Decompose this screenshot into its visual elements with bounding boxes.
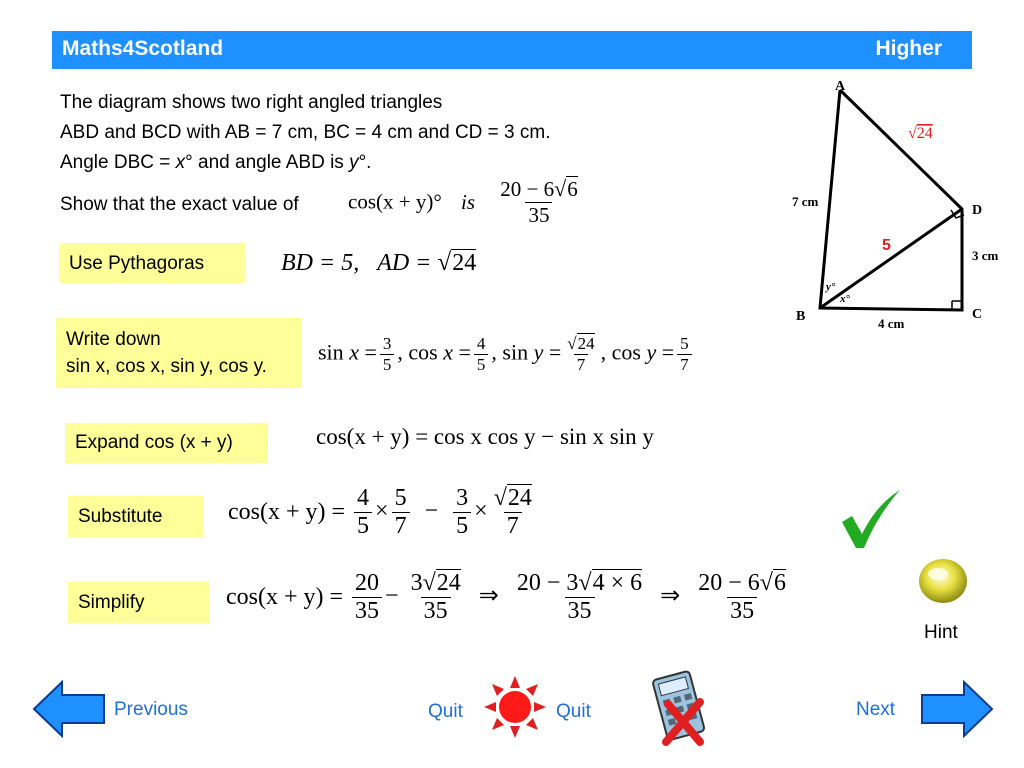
triangle-outline [820, 90, 962, 310]
label-ad: √24 [908, 125, 933, 142]
problem-statement [60, 88, 551, 178]
check-icon [838, 488, 904, 552]
sun-quit-icon[interactable] [482, 674, 548, 740]
vertex-d: D [972, 203, 983, 218]
statement-line-4: Show that the exact value of [60, 194, 299, 215]
statement-line-3: Angle DBC = x° and angle ABD is y°. [60, 152, 372, 173]
writedown-button[interactable]: Write down sin x, cos x, sin y, cos y. [56, 318, 302, 388]
label-bd: 5 [882, 237, 891, 254]
triangle-diagram [780, 78, 1020, 338]
simplify-button[interactable]: Simplify [68, 582, 209, 623]
label-ab: 7 cm [792, 194, 819, 209]
vertex-b: B [796, 309, 806, 324]
pythagoras-result: BD = 5, AD = √24 [281, 249, 477, 276]
target-expression: cos(x + y)° is $\frac{20 - 6√6}{35}$ [348, 176, 578, 227]
hint-label[interactable]: Hint [924, 622, 958, 643]
expand-result: cos(x + y) = cos x cos y − sin x sin y [316, 424, 654, 449]
vertex-a: A [835, 79, 846, 94]
substitute-result: cos(x + y) = $\frac{4}{5}$ × $\frac{5}{7}$ − $\frac{3}{5}$ × $\frac{√24}{7}$ [228, 485, 532, 539]
quit-link-left[interactable]: Quit [428, 701, 463, 722]
header-bar [52, 31, 972, 69]
expand-button[interactable]: Expand cos (x + y) [65, 423, 268, 463]
previous-arrow-icon[interactable] [32, 680, 106, 738]
pythagoras-button[interactable]: Use Pythagoras [59, 243, 245, 283]
hint-bulb-icon[interactable] [916, 556, 970, 606]
trig-values: sin x = $\frac{3}{5}$ , cos x = $\frac{4}{5}$ , sin y = $\frac{√24}{7}$ , cos y = $\frac{5}{7}$ [318, 334, 695, 375]
statement-line-2: ABD and BCD with AB = 7 cm, BC = 4 cm and CD = 3 cm. [60, 122, 551, 143]
label-y: y° [826, 281, 836, 293]
next-arrow-icon[interactable] [920, 680, 994, 738]
vertex-c: C [972, 307, 983, 322]
label-x: x° [840, 293, 850, 305]
level-title: Higher [875, 37, 942, 60]
statement-line-1: The diagram shows two right angled triangles [60, 92, 443, 113]
no-calculator-icon [650, 668, 712, 746]
quit-link-right[interactable]: Quit [556, 701, 591, 722]
substitute-button[interactable]: Substitute [68, 496, 203, 537]
next-link[interactable]: Next [856, 699, 896, 720]
label-bc: 4 cm [878, 316, 905, 331]
previous-link[interactable]: Previous [114, 699, 188, 720]
simplify-result: cos(x + y) = $\frac{20}{35}$ − $\frac{3√24}{35}$ ⇒ $\frac{20 - 3√4 \times 6}{35}$ ⇒ $\frac{20 - 6√6}{35}$ [226, 570, 786, 624]
brand-title: Maths4Scotland [62, 37, 224, 60]
label-cd: 3 cm [972, 248, 999, 263]
